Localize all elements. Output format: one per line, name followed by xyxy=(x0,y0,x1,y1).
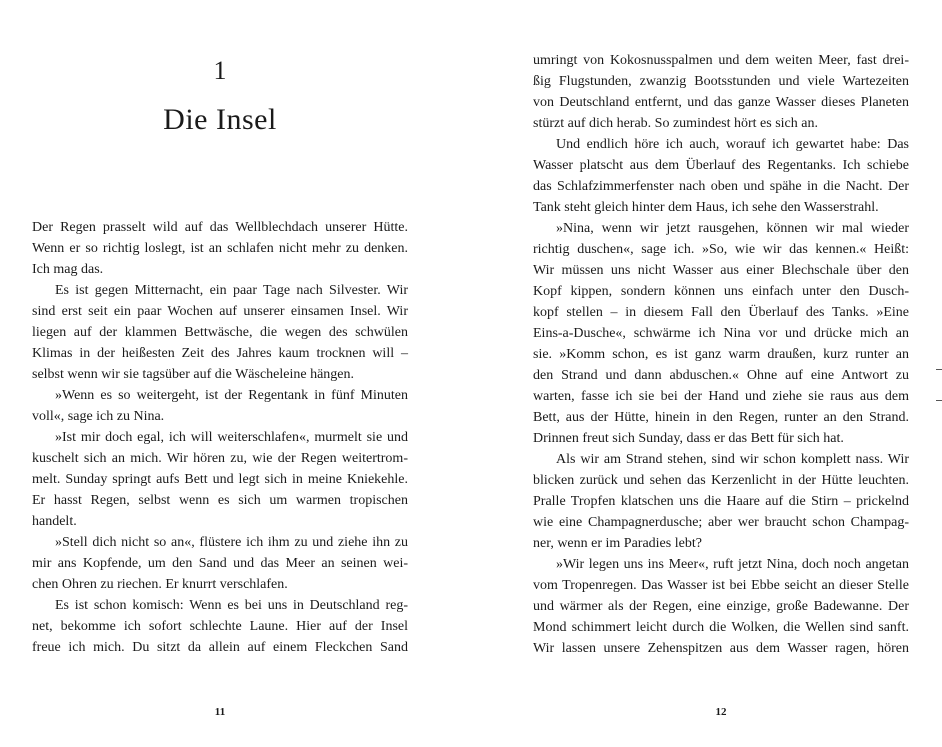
text-line: umringt von Kokosnusspalmen und dem weiten Meer, fast drei- xyxy=(533,53,909,68)
text-line: liegen auf der klammen Bettwäsche, die wegen des schwülen xyxy=(32,325,408,340)
left-page xyxy=(32,0,408,747)
text-line: Ich mag das. xyxy=(32,262,104,277)
left-page-number: 11 xyxy=(214,706,226,718)
text-line: Wir müssen uns nicht Wasser aus einer Blechschale über den xyxy=(533,263,909,278)
text-line: »Wenn es so weitergeht, ist der Regentank in fünf Minuten xyxy=(55,388,408,403)
text-line: Drinnen freut sich Sunday, dass er das Bett für sich hat. xyxy=(533,431,844,446)
text-line: Es ist gegen Mitternacht, ein paar Tage nach Silvester. Wir xyxy=(55,283,408,298)
right-page-body-text xyxy=(533,50,909,659)
text-line: chen Ohren zu riechen. Er knurrt verschlafen. xyxy=(32,577,288,592)
text-line: Bett, aus der Hütte, hinein in den Regen, runter an den Strand. xyxy=(533,410,909,425)
text-line: Und endlich höre ich auch, worauf ich gewartet habe: Das xyxy=(556,137,909,152)
text-line: Als wir am Strand stehen, sind wir schon komplett nass. Wir xyxy=(556,452,909,467)
text-line: kopf stellen – in diesem Fall den Überlauf des Tanks. »Eine xyxy=(533,305,909,320)
text-line: Wir lassen unsere Zehenspitzen aus dem Wasser ragen, hören xyxy=(533,641,909,656)
text-line: vom Tropenregen. Das Wasser ist bei Ebbe seicht an dieser Stelle xyxy=(533,578,909,593)
chapter-number: 1 xyxy=(213,56,227,85)
text-line: Eins-a-Dusche«, schwärme ich Nina vor und drücke mich an xyxy=(533,326,909,341)
text-line: Der Regen prasselt wild auf das Wellblechdach unserer Hütte. xyxy=(32,220,408,235)
text-line: sie. »Komm schon, es ist ganz warm draußen, kurz runter an xyxy=(533,347,909,362)
text-line: Klimas in der heißesten Zeit des Jahres kaum trocknen will – xyxy=(32,346,408,361)
chapter-title: Die Insel xyxy=(163,103,277,136)
page-edge-mark xyxy=(936,369,942,370)
text-line: melt. Sunday springt aufs Bett und legt sich in meine Kniekehle. xyxy=(32,472,408,487)
text-line: Tank steht gleich hinter dem Haus, ich sehe den Wasserstrahl. xyxy=(533,200,879,215)
text-line: Es ist schon komisch: Wenn es bei uns in Deutschland reg- xyxy=(55,598,408,613)
page-edge-mark xyxy=(936,400,942,401)
text-line: »Nina, wenn wir jetzt rausgehen, können wir mal wieder xyxy=(556,221,909,236)
text-line: stürzt auf dich herab. So zumindest hört es sich an. xyxy=(533,116,818,131)
text-line: sind erst seit ein paar Wochen auf unserer einsamen Insel. Wir xyxy=(32,304,408,319)
text-line: richtig duschen«, sage ich. »So, wie wir das kennen.« Heißt: xyxy=(533,242,909,257)
text-line: ßig Flugstunden, zwanzig Bootsstunden und viele Wartezeiten xyxy=(533,74,909,89)
text-line: warten, fasse ich sie bei der Hand und ziehe sie raus aus dem xyxy=(533,389,909,404)
text-line: »Ist mir doch egal, ich will weiterschlafen«, murmelt sie und xyxy=(55,430,408,445)
text-line: handelt. xyxy=(32,514,77,529)
text-line: von Deutschland entfernt, und das ganze Wasser dieses Planeten xyxy=(533,95,909,110)
text-line: »Stell dich nicht so an«, flüstere ich ihm zu und ziehe ihn zu xyxy=(55,535,408,550)
right-page-number: 12 xyxy=(715,706,727,718)
text-line: Wasser platscht aus dem Überlauf des Regentanks. Ich schiebe xyxy=(533,158,909,173)
text-line: Pralle Tropfen klatschen uns die Haare auf die Stirn – prickelnd xyxy=(533,494,909,509)
text-line: kuschelt sich an mich. Wir hören zu, wie der Regen weitertrom- xyxy=(32,451,408,466)
text-line: Kopf kippen, sondern können uns einfach unter den Dusch- xyxy=(533,284,909,299)
right-page xyxy=(533,0,909,747)
text-line: freue ich mich. Du sitzt da allein auf einem Fleckchen Sand xyxy=(32,640,408,655)
text-line: Er hasst Regen, selbst wenn es sich um warmen tropischen xyxy=(32,493,408,508)
text-line: Wenn er so richtig loslegt, ist an schlafen nicht mehr zu denken. xyxy=(32,241,408,256)
text-line: »Wir legen uns ins Meer«, ruft jetzt Nina, doch noch angetan xyxy=(556,557,909,572)
text-line: wie eine Champagnerdusche; aber wer braucht schon Champag- xyxy=(533,515,909,530)
text-line: Mond schimmert leicht durch die Wolken, die Wellen sind sanft. xyxy=(533,620,909,635)
text-line: voll«, sage ich zu Nina. xyxy=(32,409,165,424)
text-line: das Schlafzimmerfenster nach oben und spähe in die Nacht. Der xyxy=(533,179,909,194)
left-page-body-text xyxy=(32,217,408,658)
text-line: selbst wenn wir sie tagsüber auf die Wäscheleine hängen. xyxy=(32,367,355,382)
text-line: blicken zurück und sehen das Kerzenlicht in der Hütte leuchten. xyxy=(533,473,909,488)
text-line: den Strand und dann abduschen.« Ohne auf eine Antwort zu xyxy=(533,368,909,383)
text-line: ner, wenn er im Paradies lebt? xyxy=(533,536,702,551)
text-line: und wärmer als der Regen, eine einzige, große Badewanne. Der xyxy=(533,599,909,614)
text-line: net, bekomme ich sofort schlechte Laune. Hier auf der Insel xyxy=(32,619,408,634)
text-line: mir ans Kopfende, um den Sand und das Meer an seinen wei- xyxy=(32,556,408,571)
